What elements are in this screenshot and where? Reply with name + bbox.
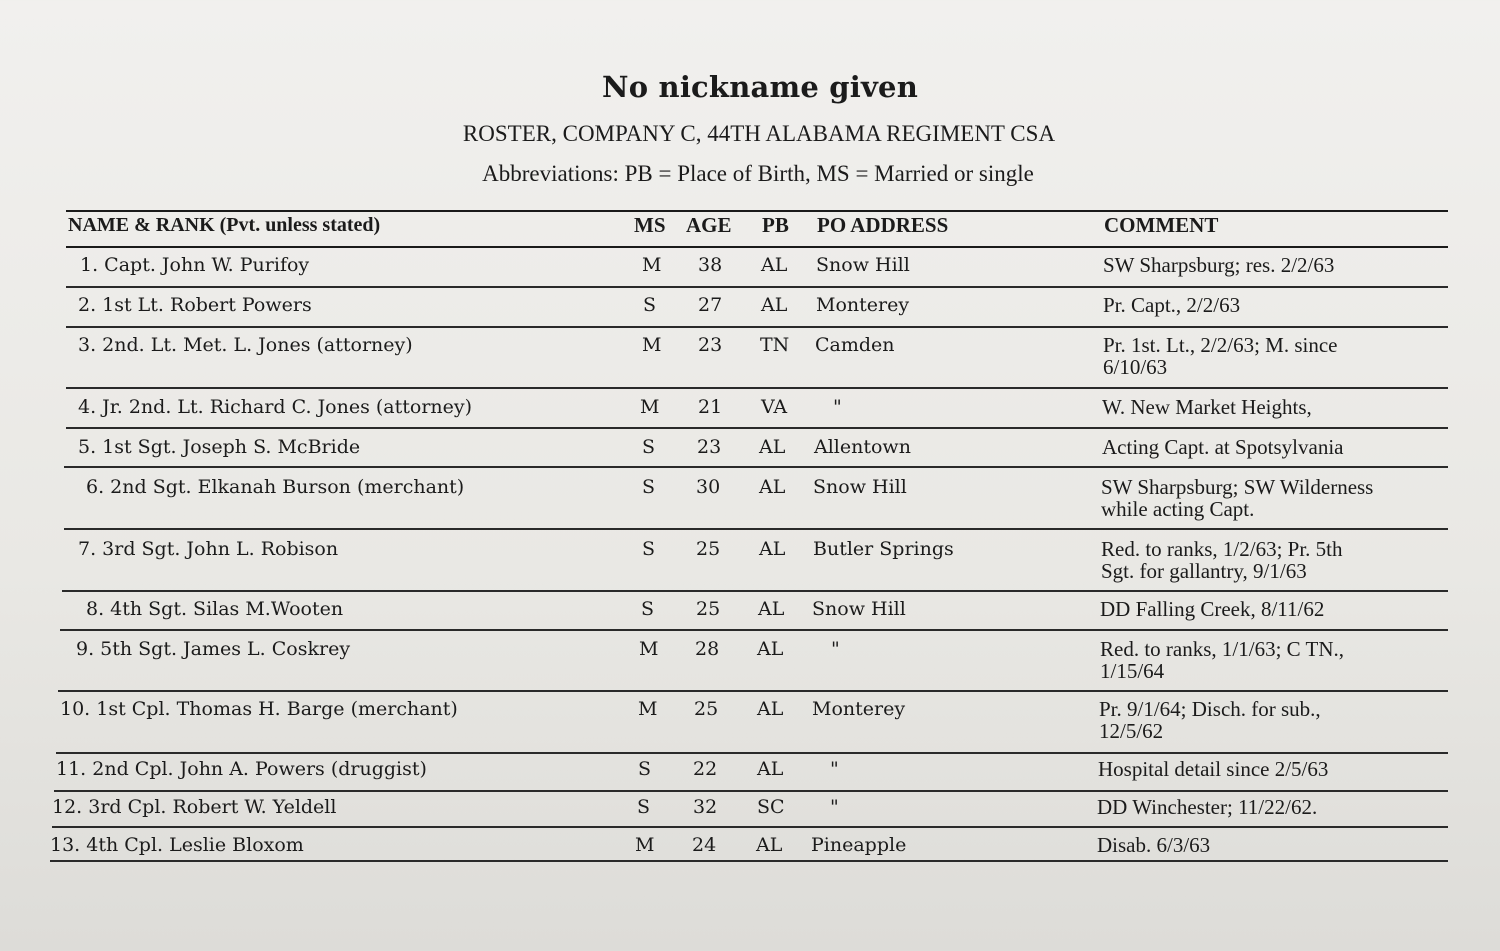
row-name: 9. 5th Sgt. James L. Coskrey — [76, 638, 351, 660]
row-name: 8. 4th Sgt. Silas M.Wooten — [86, 598, 344, 620]
row-ms: S — [642, 436, 656, 458]
row-ms: M — [638, 698, 658, 720]
row-ms: S — [638, 758, 652, 780]
row-po-address: Snow Hill — [813, 476, 907, 498]
row-pb: AL — [757, 698, 784, 720]
row-divider — [58, 690, 1448, 692]
row-po-address: Snow Hill — [812, 598, 906, 620]
row-po-address: " — [833, 396, 842, 418]
row-divider — [64, 466, 1448, 468]
row-ms: S — [637, 796, 651, 818]
header-comment: COMMENT — [1104, 213, 1219, 237]
row-ms: S — [642, 538, 656, 560]
header-name: NAME & RANK (Pvt. unless stated) — [68, 214, 381, 236]
row-comment-line: 6/10/63 — [1103, 355, 1168, 379]
row-comment-line: Red. to ranks, 1/1/63; C TN., — [1100, 637, 1345, 661]
row-pb: AL — [757, 638, 784, 660]
row-name: 3. 2nd. Lt. Met. L. Jones (attorney) — [78, 334, 413, 356]
row-po-address: " — [830, 796, 839, 818]
row-po-address: Allentown — [814, 436, 911, 458]
row-ms: M — [642, 254, 662, 276]
row-divider — [66, 427, 1448, 429]
row-divider — [56, 752, 1448, 754]
row-po-address: " — [831, 638, 840, 660]
row-comment-line: Pr. Capt., 2/2/63 — [1103, 293, 1241, 317]
header-ms: MS — [634, 213, 666, 237]
row-age: 25 — [696, 598, 721, 620]
row-pb: AL — [756, 834, 783, 856]
row-name: 6. 2nd Sgt. Elkanah Burson (merchant) — [86, 476, 465, 498]
row-comment-line: DD Winchester; 11/22/62. — [1097, 795, 1318, 819]
row-age: 28 — [695, 638, 720, 660]
row-pb: TN — [760, 334, 790, 356]
roster-subtitle: ROSTER, COMPANY C, 44TH ALABAMA REGIMENT CSA — [462, 121, 1056, 146]
row-ms: M — [640, 396, 660, 418]
table-top-rule — [66, 210, 1448, 212]
row-pb: AL — [759, 436, 786, 458]
row-name: 12. 3rd Cpl. Robert W. Yeldell — [52, 796, 337, 818]
row-ms: M — [635, 834, 655, 856]
row-age: 22 — [693, 758, 718, 780]
row-age: 25 — [694, 698, 719, 720]
row-comment-line: Pr. 9/1/64; Disch. for sub., — [1099, 697, 1321, 721]
row-age: 32 — [693, 796, 718, 818]
row-name: 4. Jr. 2nd. Lt. Richard C. Jones (attorney) — [78, 396, 473, 418]
row-divider — [62, 590, 1448, 592]
row-divider — [64, 528, 1448, 530]
header-pb: PB — [762, 213, 789, 237]
row-comment-line: Hospital detail since 2/5/63 — [1098, 757, 1329, 781]
row-pb: AL — [757, 758, 784, 780]
row-name: 10. 1st Cpl. Thomas H. Barge (merchant) — [60, 698, 458, 720]
row-pb: AL — [758, 598, 785, 620]
row-name: 13. 4th Cpl. Leslie Bloxom — [50, 834, 304, 856]
row-ms: S — [642, 476, 656, 498]
row-age: 24 — [692, 834, 717, 856]
page-title: No nickname given — [602, 70, 918, 104]
row-po-address: Butler Springs — [813, 538, 954, 560]
row-divider — [52, 826, 1448, 828]
row-comment-line: Pr. 1st. Lt., 2/2/63; M. since — [1103, 333, 1338, 357]
row-comment-line: Acting Capt. at Spotsylvania — [1102, 435, 1344, 459]
row-age: 21 — [698, 396, 723, 418]
row-comment-line: SW Sharpsburg; SW Wilderness — [1101, 475, 1374, 499]
row-name: 2. 1st Lt. Robert Powers — [78, 294, 312, 316]
header-bottom-rule — [66, 246, 1448, 248]
row-comment-line: Sgt. for gallantry, 9/1/63 — [1101, 559, 1307, 583]
header-po-address: PO ADDRESS — [817, 213, 949, 237]
row-ms: S — [641, 598, 655, 620]
row-comment-line: DD Falling Creek, 8/11/62 — [1100, 597, 1325, 621]
row-ms: M — [639, 638, 659, 660]
row-age: 23 — [698, 334, 723, 356]
abbreviations-note: Abbreviations: PB = Place of Birth, MS = Married or single — [482, 161, 1034, 186]
row-age: 27 — [698, 294, 723, 316]
row-divider — [66, 326, 1448, 328]
row-comment-line: while acting Capt. — [1101, 497, 1255, 521]
row-ms: M — [642, 334, 662, 356]
header-age: AGE — [686, 213, 732, 237]
row-pb: VA — [761, 396, 788, 418]
row-po-address: Monterey — [816, 294, 910, 316]
row-comment-line: W. New Market Heights, — [1102, 395, 1312, 419]
row-comment-line: Disab. 6/3/63 — [1097, 833, 1211, 857]
row-age: 25 — [696, 538, 721, 560]
row-name: 7. 3rd Sgt. John L. Robison — [78, 538, 339, 560]
row-ms: S — [643, 294, 657, 316]
row-po-address: Camden — [815, 334, 895, 356]
row-po-address: Snow Hill — [816, 254, 910, 276]
row-divider — [54, 790, 1448, 792]
row-po-address: Pineapple — [811, 834, 907, 856]
row-pb: AL — [761, 254, 788, 276]
row-comment-line: Red. to ranks, 1/2/63; Pr. 5th — [1101, 537, 1343, 561]
row-po-address: " — [830, 758, 839, 780]
row-pb: AL — [761, 294, 788, 316]
row-name: 11. 2nd Cpl. John A. Powers (druggist) — [56, 758, 427, 780]
row-divider — [66, 387, 1448, 389]
row-comment-line: 12/5/62 — [1099, 719, 1164, 743]
row-pb: AL — [759, 538, 786, 560]
row-divider — [50, 860, 1448, 862]
row-divider — [60, 629, 1448, 631]
row-comment-line: 1/15/64 — [1100, 659, 1165, 683]
row-divider — [66, 286, 1448, 288]
row-comment-line: SW Sharpsburg; res. 2/2/63 — [1103, 253, 1335, 277]
row-name: 5. 1st Sgt. Joseph S. McBride — [78, 436, 361, 458]
row-po-address: Monterey — [812, 698, 906, 720]
row-name: 1. Capt. John W. Purifoy — [80, 254, 310, 276]
row-age: 23 — [697, 436, 722, 458]
row-age: 38 — [698, 254, 723, 276]
row-pb: AL — [759, 476, 786, 498]
row-age: 30 — [696, 476, 721, 498]
row-pb: SC — [757, 796, 785, 818]
